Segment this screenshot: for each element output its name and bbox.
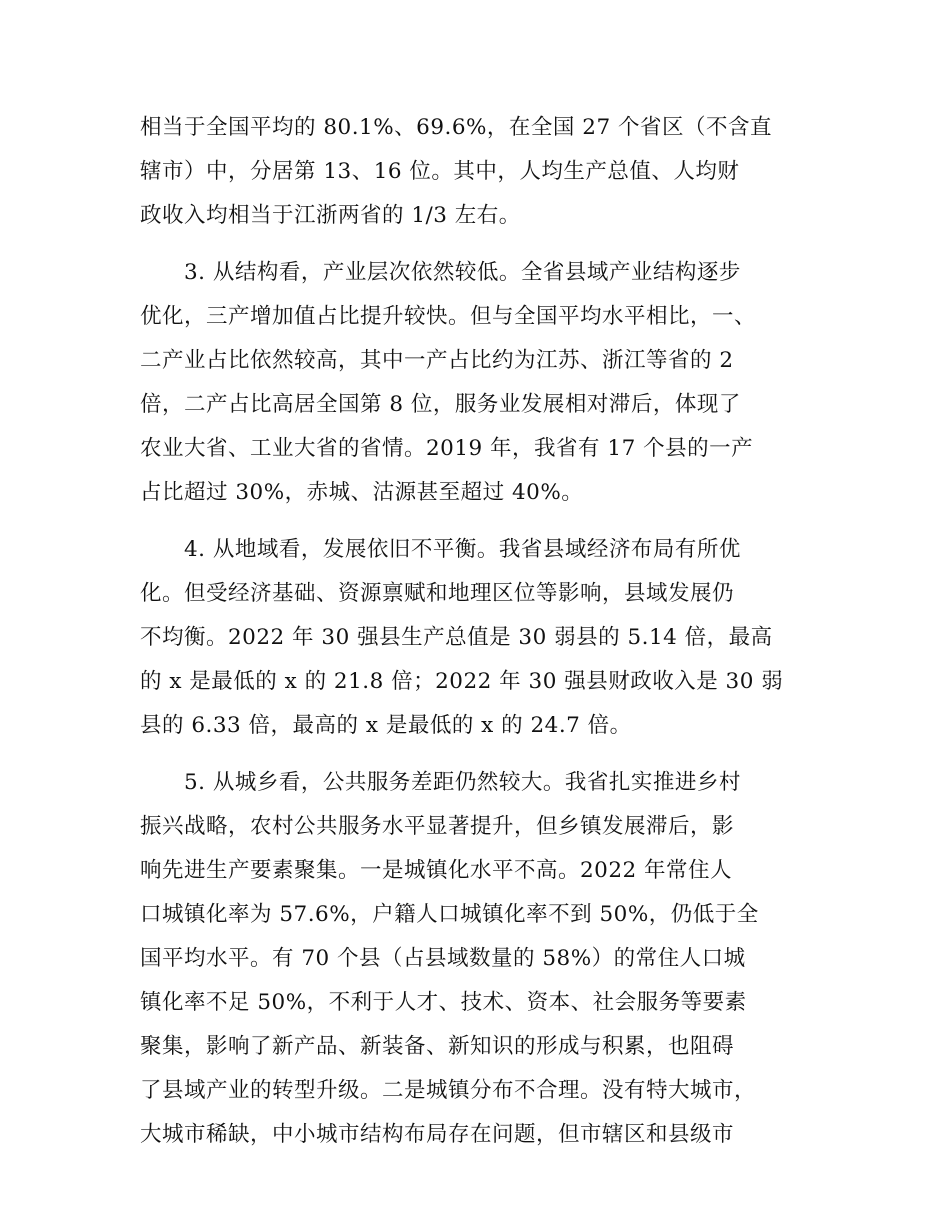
text-line: 倍，二产占比高居全国第 8 位，服务业发展相对滞后，体现了 <box>140 392 741 417</box>
text-line: 二产业占比依然较高，其中一产占比约为江苏、浙江等省的 2 <box>140 348 734 373</box>
text-line: 大城市稀缺，中小城市结构布局存在问题，但市辖区和县级市 <box>140 1122 735 1147</box>
text-line: 3. 从结构看，产业层次依然较低。全省县域产业结构逐步 <box>184 260 741 285</box>
text-line: 国平均水平。有 70 个县（占县域数量的 58%）的常住人口城 <box>140 946 746 971</box>
text-line: 的 x 是最低的 x 的 21.8 倍；2022 年 30 强县财政收入是 30 弱 <box>140 669 784 694</box>
text-line: 农业大省、工业大省的省情。2019 年，我省有 17 个县的一产 <box>140 436 754 461</box>
text-line: 辖市）中，分居第 13、16 位。其中，人均生产总值、人均财 <box>140 159 740 184</box>
text-line: 振兴战略，农村公共服务水平显著提升，但乡镇发展滞后，影 <box>140 814 735 839</box>
text-line: 口城镇化率为 57.6%，户籍人口城镇化率不到 50%，仍低于全 <box>140 902 759 927</box>
text-line: 4. 从地域看，发展依旧不平衡。我省县域经济布局有所优 <box>184 537 741 562</box>
text-line: 5. 从城乡看，公共服务差距仍然较大。我省扎实推进乡村 <box>184 770 741 795</box>
text-line: 聚集，影响了新产品、新装备、新知识的形成与积累，也阻碍 <box>140 1034 735 1059</box>
text-line: 政收入均相当于江浙两省的 1/3 左右。 <box>140 203 521 228</box>
text-line: 县的 6.33 倍，最高的 x 是最低的 x 的 24.7 倍。 <box>140 713 632 738</box>
text-line: 占比超过 30%，赤城、沽源甚至超过 40%。 <box>140 480 584 505</box>
text-line: 相当于全国平均的 80.1%、69.6%，在全国 27 个省区（不含直 <box>140 115 772 140</box>
text-line: 不均衡。2022 年 30 强县生产总值是 30 弱县的 5.14 倍，最高 <box>140 625 773 650</box>
text-line: 了县域产业的转型升级。二是城镇分布不合理。没有特大城市， <box>140 1078 757 1103</box>
text-line: 化。但受经济基础、资源禀赋和地理区位等影响，县域发展仍 <box>140 581 735 606</box>
text-line: 响先进生产要素聚集。一是城镇化水平不高。2022 年常住人 <box>140 858 733 883</box>
text-line: 镇化率不足 50%，不利于人才、技术、资本、社会服务等要素 <box>140 990 747 1015</box>
text-line: 优化，三产增加值占比提升较快。但与全国平均水平相比，一、 <box>140 304 757 329</box>
